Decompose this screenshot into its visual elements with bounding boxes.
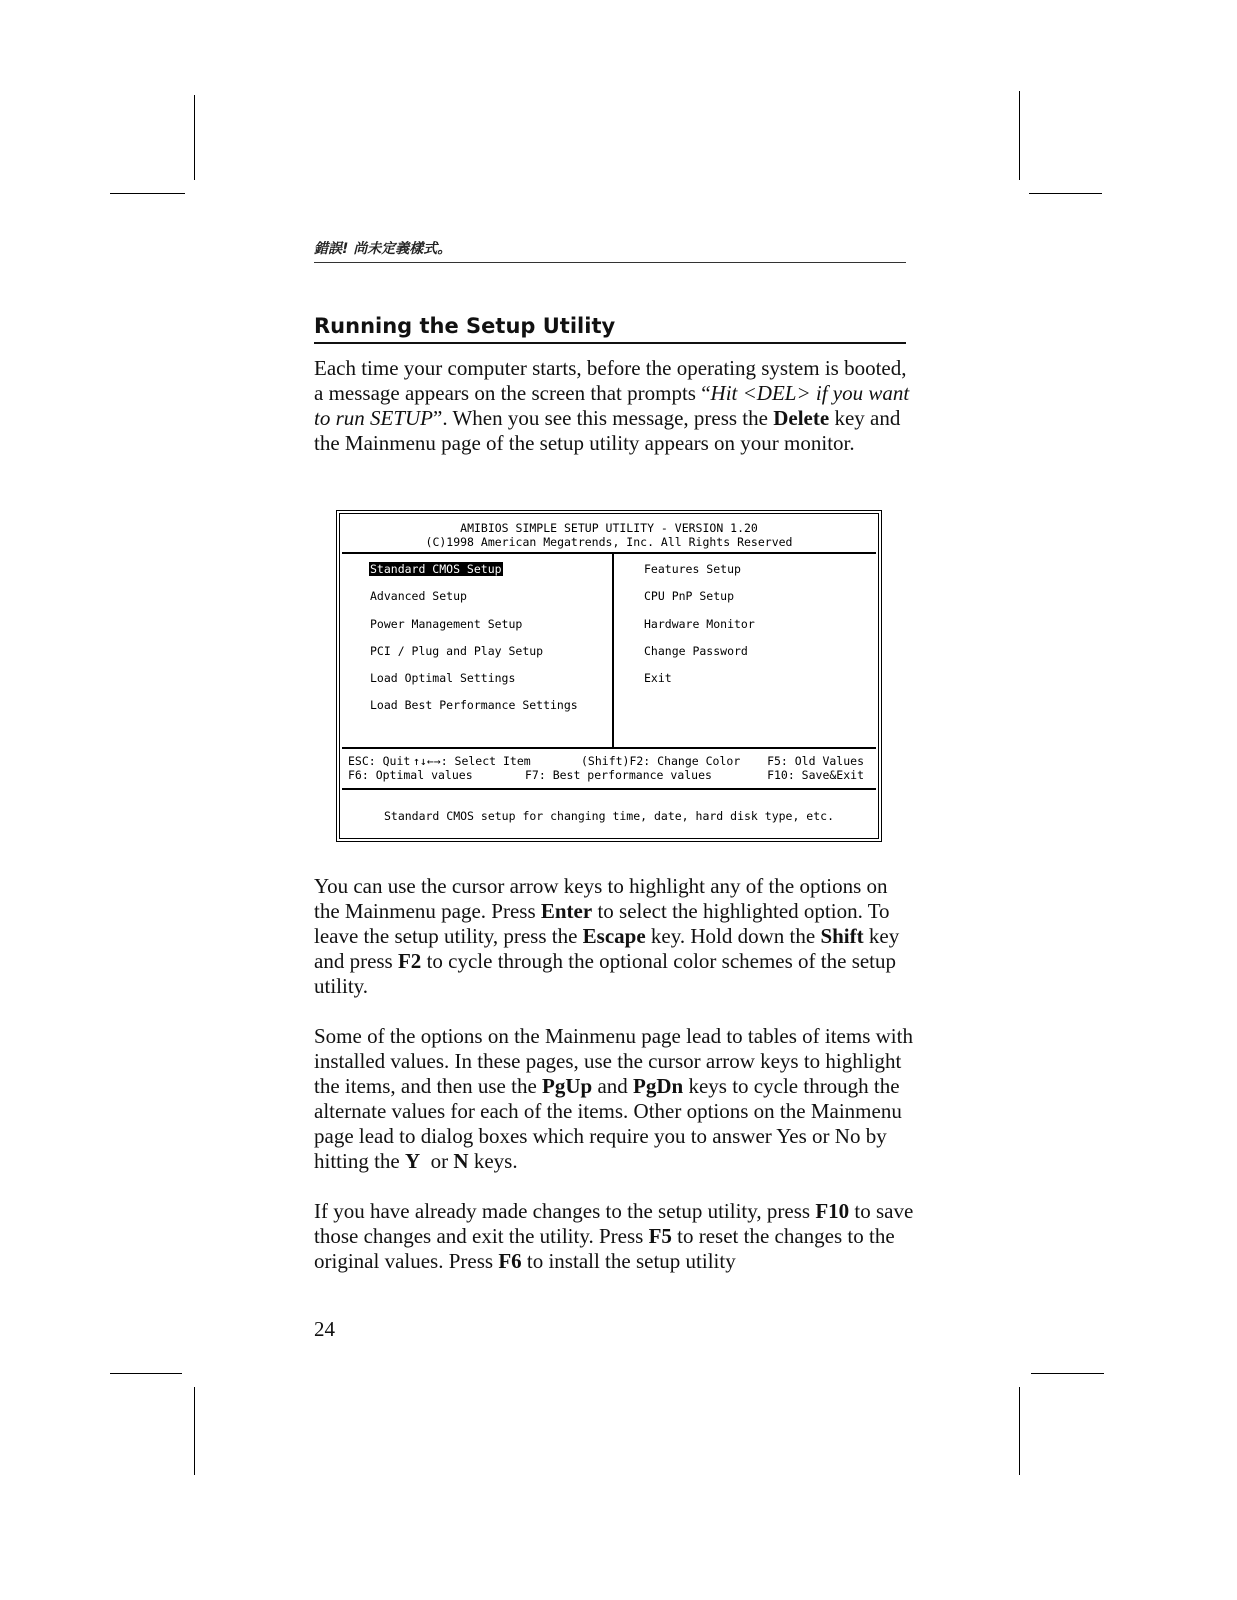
- bios-help-text: Standard CMOS setup for changing time, date, hard disk type, etc.: [383, 809, 835, 823]
- crop-mark: [1019, 1387, 1020, 1475]
- text-run: key. Hold down the: [645, 924, 821, 948]
- running-header: 錯誤! 尚未定義樣式。: [314, 238, 906, 263]
- key-name: Y: [405, 1149, 421, 1173]
- text-run: to cycle through the optional color schemes of the setup utility.: [314, 949, 897, 998]
- bios-setup-screenshot: [336, 510, 882, 842]
- bios-menu-item-exit[interactable]: Exit: [644, 671, 672, 686]
- text-run: and: [592, 1074, 634, 1098]
- text-run: Each time your computer starts, before the operating system is booted, a message appears on the screen that prompts “: [314, 356, 907, 405]
- italic-prompt: Hit <DEL> if you want to run SETUP: [314, 381, 910, 430]
- bios-menu-item-advanced[interactable]: Advanced Setup: [370, 589, 467, 604]
- key-name: F10: [815, 1199, 850, 1223]
- key-hint-f10: F10: Save&Exit: [767, 768, 864, 782]
- section-title: Running the Setup Utility: [314, 312, 906, 344]
- crop-mark: [110, 193, 185, 194]
- text-run: keys to cycle through the alternate values for each of the items. Other options on the Mainmenu page lead to dialog boxes which require you to answer Yes or No by hitting the: [314, 1074, 902, 1173]
- text-run: to save those changes and exit the utility. Press: [314, 1199, 914, 1248]
- bios-title: AMIBIOS SIMPLE SETUP UTILITY - VERSION 1.20: [460, 521, 758, 535]
- text-run: You can use the cursor arrow keys to highlight any of the options on the Mainmenu page. Press: [314, 874, 888, 923]
- key-name: N: [453, 1149, 469, 1173]
- text-run: to reset the changes to the original values. Press: [314, 1224, 895, 1273]
- key-hint-arrows: ↑↓←→: Select Item: [413, 754, 531, 768]
- text-run: to select the highlighted option. To leave the setup utility, press the: [314, 899, 890, 948]
- save-exit-paragraph: [314, 1199, 914, 1274]
- bios-menu-item-standard-cmos[interactable]: Standard CMOS Setup: [370, 562, 502, 576]
- bios-menu-item-hardware-monitor[interactable]: Hardware Monitor: [644, 616, 755, 631]
- options-paragraph: [314, 1024, 914, 1174]
- bios-menu-item-features[interactable]: Features Setup: [644, 562, 741, 576]
- bios-menu-item-cpu-pnp[interactable]: CPU PnP Setup: [644, 589, 735, 604]
- key-name: F2: [397, 949, 422, 973]
- text-run: Some of the options on the Mainmenu page lead to tables of items with installed values. In these pages, use the cursor arrow keys to highlight the items, and then use the: [314, 1024, 913, 1098]
- crop-mark: [194, 95, 195, 180]
- bios-menu-item-power-management[interactable]: Power Management Setup: [370, 616, 523, 631]
- key-hint-f2: (Shift)F2: Change Color: [581, 754, 741, 768]
- text-run: key and the Mainmenu page of the setup utility appears on your monitor.: [314, 406, 901, 455]
- key-name: Escape: [582, 924, 646, 948]
- crop-mark: [1029, 193, 1102, 194]
- key-name: F5: [648, 1224, 672, 1248]
- page-number: 24: [314, 1317, 335, 1341]
- bios-menu-item-load-best-performance[interactable]: Load Best Performance Settings: [370, 698, 578, 713]
- text-run: or: [420, 1149, 454, 1173]
- key-hint-f6: F6: Optimal values: [348, 768, 473, 782]
- bios-menu-item-load-optimal[interactable]: Load Optimal Settings: [370, 671, 516, 686]
- text-run: If you have already made changes to the setup utility, press: [314, 1199, 816, 1223]
- bios-menu-right-column: [643, 561, 756, 697]
- intro-paragraph: [314, 356, 914, 456]
- key-hint-f5: F5: Old Values: [767, 754, 864, 768]
- text-run: ”. When you see this message, press the: [433, 406, 774, 430]
- key-name: Enter: [540, 899, 593, 923]
- key-name: Delete: [773, 406, 830, 430]
- navigation-paragraph: [314, 874, 914, 999]
- menu-divider: [612, 554, 614, 747]
- key-hint-f7: F7: Best performance values: [525, 768, 712, 782]
- crop-mark: [1031, 1373, 1104, 1374]
- crop-mark: [194, 1387, 195, 1475]
- bios-title-block: [342, 516, 876, 554]
- key-name: PgDn: [633, 1074, 684, 1098]
- key-name: F6: [498, 1249, 522, 1273]
- text-run: key and press: [314, 924, 900, 973]
- bios-menu-item-pci-pnp[interactable]: PCI / Plug and Play Setup: [370, 643, 544, 658]
- text-run: to install the setup utility: [521, 1249, 736, 1273]
- crop-mark: [110, 1373, 182, 1374]
- key-hint-esc: ESC: Quit: [348, 754, 411, 768]
- crop-mark: [1019, 91, 1020, 180]
- key-name: Shift: [820, 924, 864, 948]
- key-name: PgUp: [542, 1074, 593, 1098]
- bios-menu-left-column: [369, 561, 579, 725]
- bios-key-legend: [342, 749, 876, 790]
- bios-copyright: (C)1998 American Megatrends, Inc. All Rights Reserved: [425, 535, 793, 549]
- bios-menu-item-change-password[interactable]: Change Password: [644, 643, 748, 658]
- text-run: keys.: [468, 1149, 518, 1173]
- bios-main-menu: [342, 554, 876, 749]
